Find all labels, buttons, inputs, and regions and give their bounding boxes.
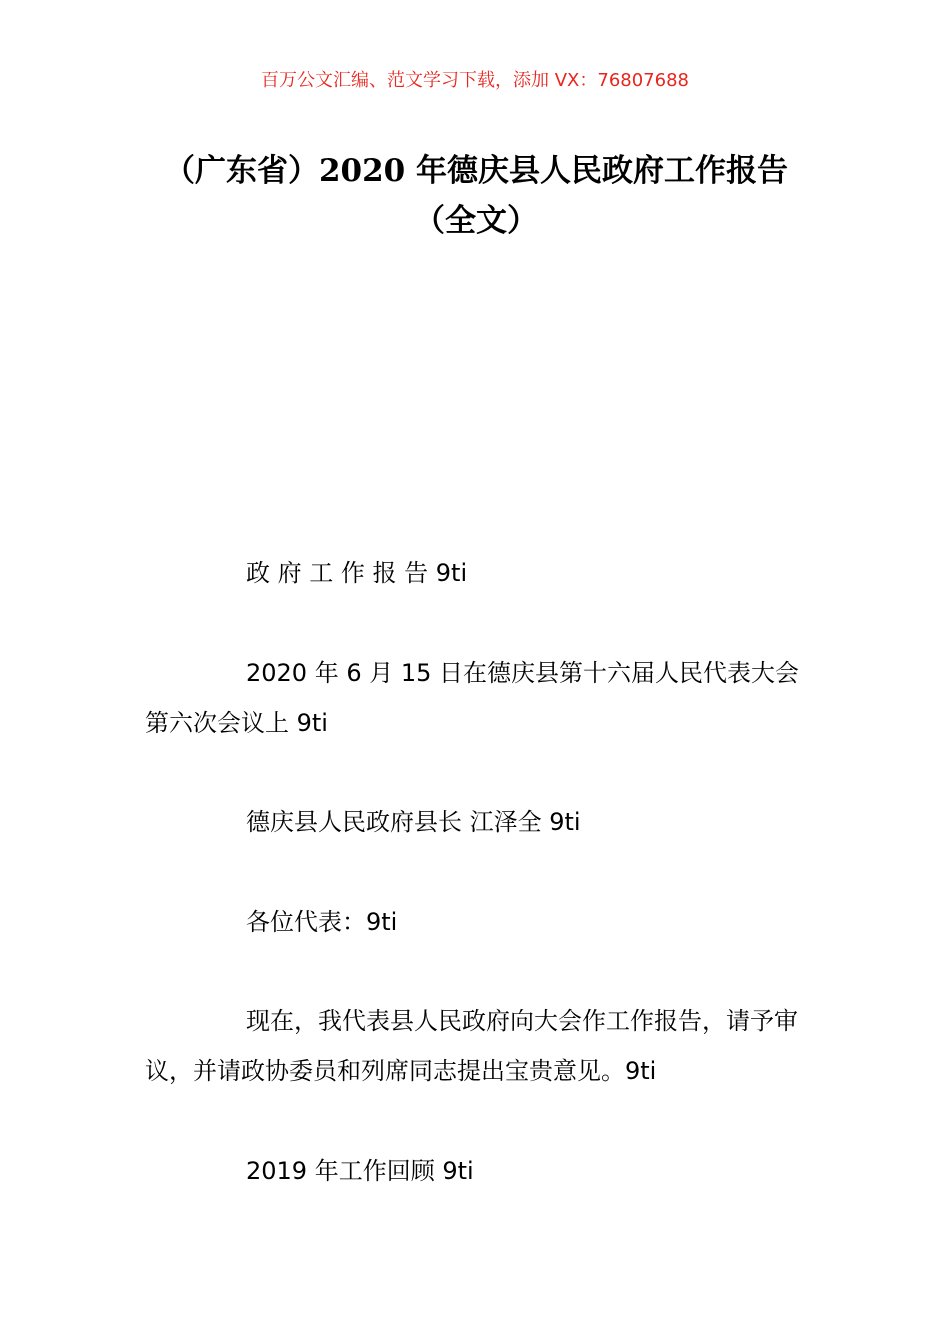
document-title: （广东省）2020 年德庆县人民政府工作报告（全文） bbox=[163, 153, 789, 239]
paragraph-speaker: 德庆县人民政府县长 江泽全 9ti bbox=[246, 808, 581, 836]
paragraph-salutation: 各位代表：9ti bbox=[246, 908, 398, 936]
paragraph-section-heading: 2019 年工作回顾 9ti bbox=[246, 1157, 474, 1185]
paragraph-meeting-date: 2020 年 6 月 15 日在德庆县第十六届人民代表大会第六次会议上 9ti bbox=[145, 659, 800, 737]
paragraph-report-heading: 政 府 工 作 报 告 9ti bbox=[246, 559, 468, 587]
paragraph-introduction: 现在，我代表县人民政府向大会作工作报告，请予审议，并请政协委员和列席同志提出宝贵意见。9ti bbox=[145, 1007, 798, 1085]
watermark-contact-line: 百万公文汇编、范文学习下载，添加 VX：76807688 bbox=[261, 70, 689, 91]
